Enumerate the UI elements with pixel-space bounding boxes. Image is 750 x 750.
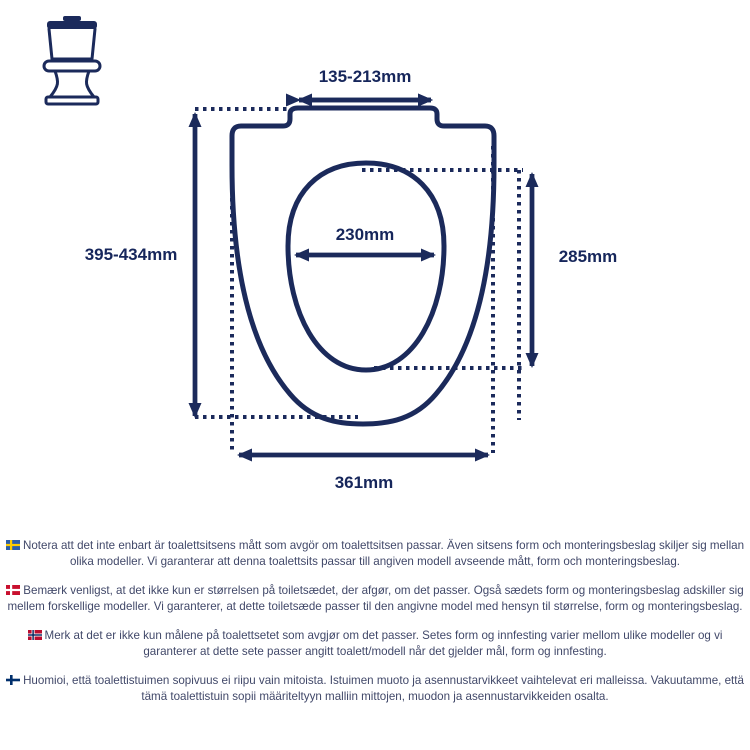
- notes-section: [0, 538, 750, 718]
- note-danish-text: Bemærk venligst, at det ikke kun er størrelsen på toiletsædet, der afgør, om det passer. Også sædets form og monteringsbeslag adskiller sig mellem forskellige modeller. Vi garanterer, at dette toiletsæde passer til den angivne model med hensyn til størrelse, form og monteringsbeslag.: [7, 584, 744, 613]
- sweden-flag-icon: [6, 540, 20, 550]
- denmark-flag-icon: [6, 585, 20, 595]
- seat-inner-opening: [288, 163, 444, 370]
- note-norwegian-text: Merk at det er ikke kun målene på toalettsetet som avgjør om det passer. Setes form og innfesting varier mellom ulike modeller og vi garanterer at dette sete passer angitt toalett/modell når det gjelder mål, form og innfesting.: [44, 629, 723, 658]
- note-finnish-text: Huomioi, että toalettistuimen sopivuus ei riipu vain mitoista. Istuimen muoto ja asennustarvikkeet vaihtelevat eri malleissa. Vakuutamme, että tämä toalettistuin sopii määriteltyyn malliin mittojen, muodon ja asennustarvikkeiden osalta.: [23, 674, 744, 703]
- note-swedish-text: Notera att det inte enbart är toalettsitsens mått som avgör om toalettsitsen passar. Även sitsens form och monteringsbeslag skiljer sig mellan olika modeller. Vi garanterar att denna toalettsits passar till angiven modell avseende mått, form och monteringsbeslag.: [22, 539, 745, 568]
- overall-length-label: 395-434mm: [84, 245, 178, 264]
- note-norwegian: [5, 628, 745, 660]
- dimension-arrows: [195, 100, 532, 455]
- seat-outer-outline: [232, 108, 494, 424]
- note-swedish: [5, 538, 745, 570]
- inner-length-label: 285mm: [558, 247, 618, 266]
- hinge-width-label: 135-213mm: [318, 67, 412, 86]
- inner-width-label: 230mm: [335, 225, 395, 244]
- norway-flag-icon: [28, 630, 42, 640]
- outer-width-label: 361mm: [334, 473, 394, 492]
- finland-flag-icon: [6, 675, 20, 685]
- note-finnish: [5, 673, 745, 705]
- note-danish: [5, 583, 745, 615]
- construction-lines: [195, 109, 523, 453]
